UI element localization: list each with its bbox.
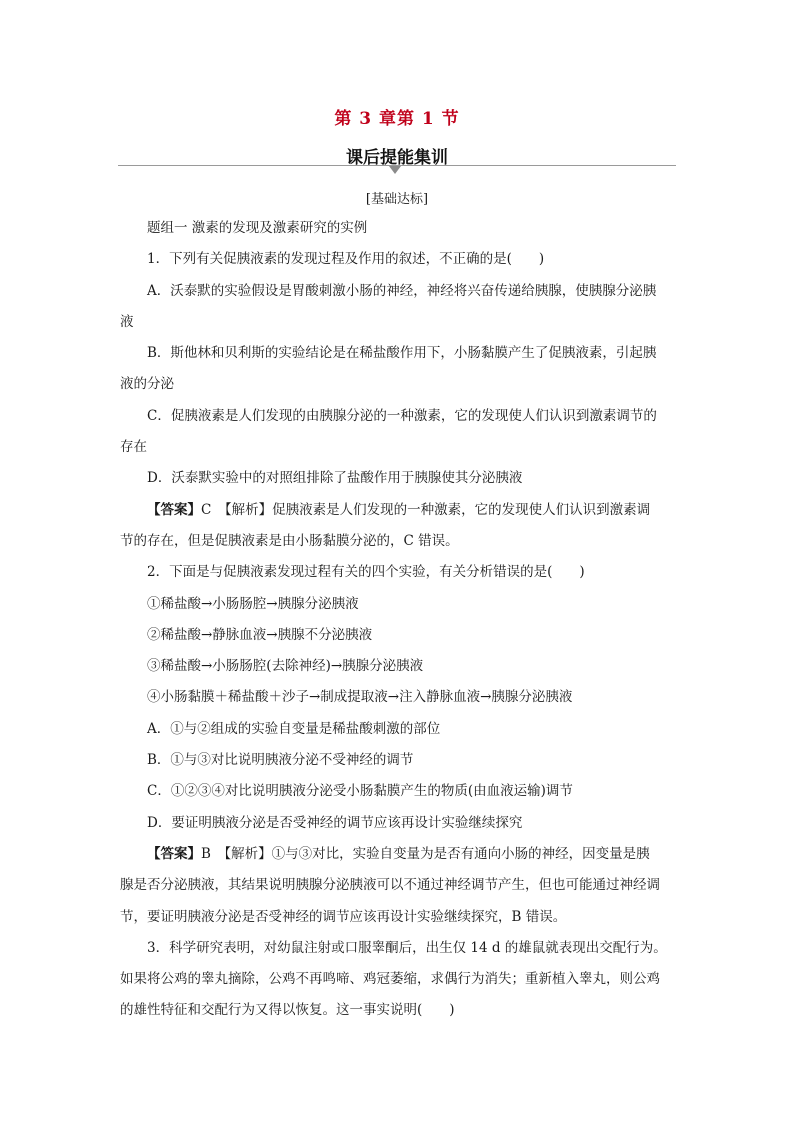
answer-text: B 【解析】①与③对比，实验自变量为是否有通向小肠的神经，因变量是胰	[201, 845, 650, 862]
question-1-answer-cont: 节的存在，但是促胰液素是由小肠黏膜分泌的，C 错误。	[120, 532, 459, 549]
question-3-stem: 3．科学研究表明，对幼鼠注射或口服睾酮后，出生仅 14 d 的雄鼠就表现出交配行为。	[147, 939, 667, 956]
question-2-answer-cont: 腺是否分泌胰液，其结果说明胰腺分泌胰液可以不通过神经调节产生，但也可能通过神经调	[120, 877, 660, 894]
question-2-experiment-2: ②稀盐酸→静脉血液→胰腺不分泌胰液	[147, 626, 373, 643]
question-2-answer	[120, 839, 682, 870]
question-1-option-b: B．斯他林和贝利斯的实验结论是在稀盐酸作用下，小肠黏膜产生了促胰液素，引起胰	[147, 345, 657, 362]
triangle-marker-icon	[389, 166, 401, 174]
question-2-answer-cont-2: 节，要证明胰液分泌是否受神经的调节应该再设计实验继续探究，B 错误。	[120, 908, 567, 925]
section-number-label: 第 1 节	[397, 109, 460, 129]
question-1-option-b-cont: 液的分泌	[120, 376, 174, 393]
question-2-option-a: A．①与②组成的实验自变量是稀盐酸刺激的部位	[147, 720, 441, 737]
question-2-stem: 2．下面是与促胰液素发现过程有关的四个实验，有关分析错误的是( )	[147, 564, 585, 581]
page-title: 课后提能集训	[346, 148, 448, 168]
question-2-experiment-4: ④小肠黏膜＋稀盐酸＋沙子→制成提取液→注入静脉血液→胰腺分泌胰液	[147, 689, 573, 706]
section-label: [基础达标]	[365, 192, 429, 207]
question-1-option-c: C．促胰液素是人们发现的由胰腺分泌的一种激素，它的发现使人们认识到激素调节的	[147, 407, 657, 424]
question-1-stem: 1．下列有关促胰液素的发现过程及作用的叙述，不正确的是( )	[147, 251, 545, 268]
chapter-label: 第 3 章	[334, 109, 397, 129]
question-1-answer	[120, 495, 682, 526]
group-title: 题组一 激素的发现及激素研究的实例	[147, 220, 368, 236]
answer-text: C 【解析】促胰液素是人们发现的一种激素，它的发现使人们认识到激素调	[201, 501, 651, 518]
answer-label: 【答案】	[147, 845, 201, 862]
question-1-option-d: D．沃泰默实验中的对照组排除了盐酸作用于胰腺使其分泌胰液	[147, 470, 523, 487]
question-2-option-c: C．①②③④对比说明胰液分泌受小肠黏膜产生的物质(由血液运输)调节	[147, 783, 573, 800]
question-2-experiment-1: ①稀盐酸→小肠肠腔→胰腺分泌胰液	[147, 595, 359, 612]
question-1-option-a: A．沃泰默的实验假设是胃酸刺激小肠的神经，神经将兴奋传递给胰腺，使胰腺分泌胰	[147, 282, 657, 299]
question-1-option-a-cont: 液	[120, 313, 134, 330]
question-2-experiment-3: ③稀盐酸→小肠肠腔(去除神经)→胰腺分泌胰液	[147, 658, 424, 675]
chapter-heading	[0, 104, 794, 129]
answer-label: 【答案】	[147, 501, 201, 518]
question-1-option-c-cont: 存在	[120, 439, 147, 456]
question-2-option-b: B．①与③对比说明胰液分泌不受神经的调节	[147, 752, 414, 769]
question-body	[120, 213, 682, 1027]
question-3-stem-cont: 如果将公鸡的睾丸摘除，公鸡不再鸣啼、鸡冠萎缩，求偶行为消失；重新植入睾丸，则公鸡	[120, 971, 660, 988]
question-2-option-d: D．要证明胰液分泌是否受神经的调节应该再设计实验继续探究	[147, 814, 523, 831]
question-3-stem-cont-2: 的雄性特征和交配行为又得以恢复。这一事实说明( )	[120, 1002, 455, 1019]
